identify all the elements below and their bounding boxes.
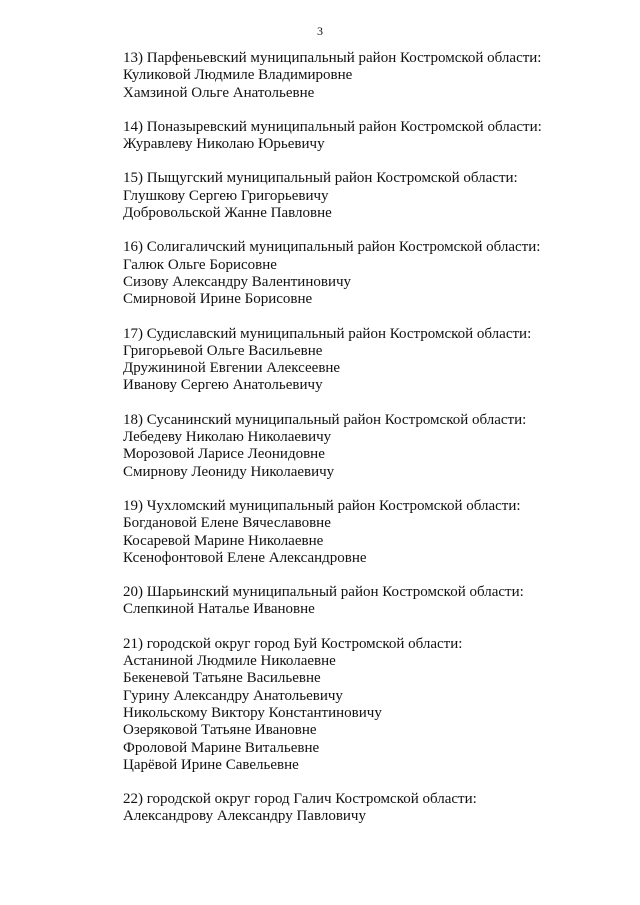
section-heading: 20) Шарьинский муниципальный район Костромской области: [123,584,524,601]
section-13 [123,50,623,102]
person-name: Дружининой Евгении Алексеевне [123,360,341,377]
person-name: Слепкиной Наталье Ивановне [123,601,315,618]
section-17 [123,326,623,395]
person-name: Александрову Александру Павловичу [123,808,366,825]
section-heading: 17) Судиславский муниципальный район Костромской области: [123,325,532,342]
section-14 [123,119,623,154]
person-name: Смирновой Ирине Борисовне [123,291,313,308]
section-18 [123,412,623,481]
person-name: Ксенофонтовой Елене Александровне [123,549,367,566]
person-name: Иванову Сергею Анатольевичу [123,377,323,394]
section-heading: 19) Чухломский муниципальный район Костромской области: [123,497,521,514]
section-heading: 22) городской округ город Галич Костромской области: [123,791,477,808]
person-name: Фроловой Марине Витальевне [123,739,320,756]
person-name: Бекеневой Татьяне Васильевне [123,670,321,687]
person-name: Никольскому Виктору Константиновичу [123,704,382,721]
person-name: Хамзиной Ольге Анатольевне [123,84,315,101]
person-name: Морозовой Ларисе Леонидовне [123,446,325,463]
section-20 [123,584,623,619]
section-16 [123,239,623,308]
section-heading: 18) Сусанинский муниципальный район Костромской области: [123,411,527,428]
person-name: Озеряковой Татьяне Ивановне [123,722,317,739]
person-name: Смирнову Леониду Николаевичу [123,463,335,480]
person-name: Куликовой Людмиле Владимировне [123,67,353,84]
person-name: Галюк Ольге Борисовне [123,256,277,273]
person-name: Григорьевой Ольге Васильевне [123,342,323,359]
person-name: Астаниной Людмиле Николаевне [123,653,336,670]
section-heading: 21) городской округ город Буй Костромской области: [123,635,463,652]
section-21 [123,636,623,774]
section-heading: 16) Солигаличский муниципальный район Костромской области: [123,239,541,256]
person-name: Журавлеву Николаю Юрьевичу [123,136,325,153]
person-name: Добровольской Жанне Павловне [123,205,332,222]
document-body [123,50,623,843]
section-15 [123,170,623,222]
section-19 [123,498,623,567]
page-number: 3 [317,24,323,38]
section-heading: 14) Поназыревский муниципальный район Костромской области: [123,118,542,135]
person-name: Царёвой Ирине Савельевне [123,756,299,773]
section-22 [123,791,623,826]
person-name: Сизову Александру Валентиновичу [123,273,352,290]
person-name: Косаревой Марине Николаевне [123,532,324,549]
person-name: Гурину Александру Анатольевичу [123,687,343,704]
person-name: Богдановой Елене Вячеславовне [123,515,331,532]
person-name: Глушкову Сергею Григорьевичу [123,187,329,204]
section-heading: 13) Парфеньевский муниципальный район Костромской области: [123,50,542,66]
section-heading: 15) Пыщугский муниципальный район Костромской области: [123,170,518,187]
person-name: Лебедеву Николаю Николаевичу [123,429,332,446]
